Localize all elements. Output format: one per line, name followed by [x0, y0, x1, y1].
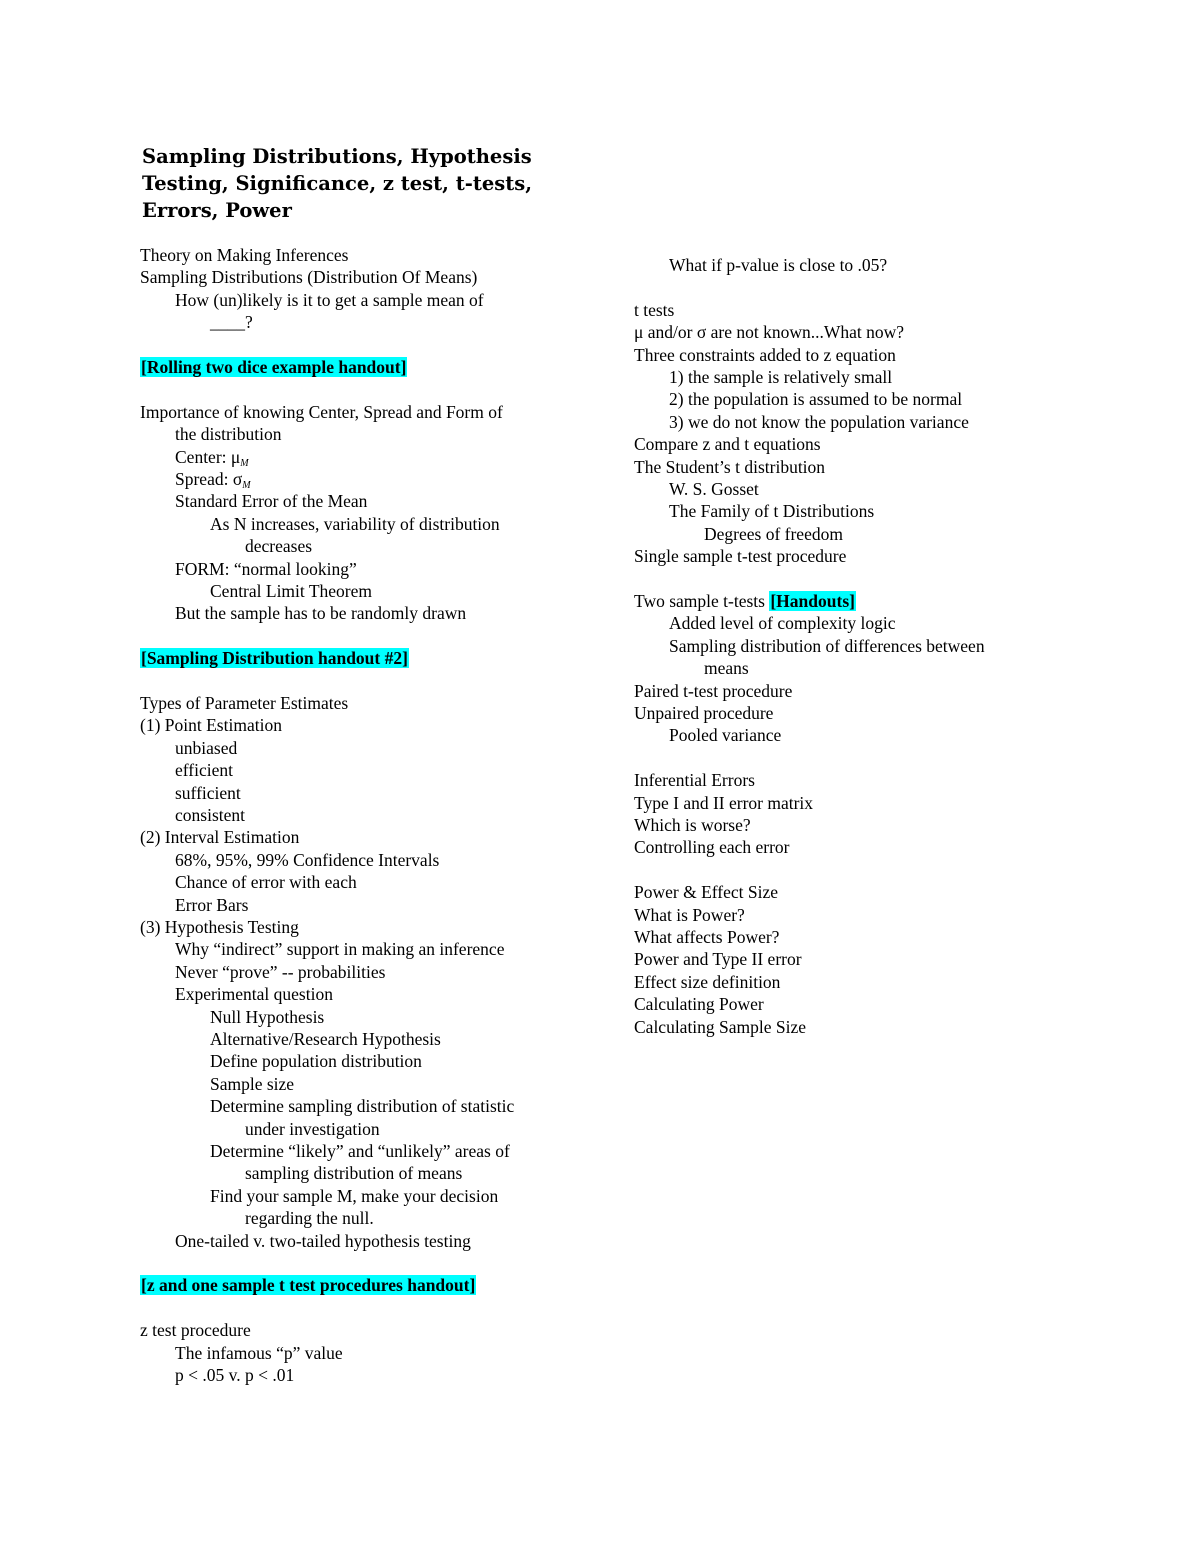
outline-item-text: FORM: “normal looking”	[175, 558, 357, 579]
outline-item-text: μ and/or σ are not known...What now?	[634, 322, 905, 343]
outline-item	[669, 388, 962, 410]
outline-item-text: What is Power?	[634, 904, 745, 925]
outline-item-text: 2) the population is assumed to be normal	[669, 389, 963, 410]
handout-highlight: [Sampling Distribution handout #2]	[141, 648, 408, 669]
outline-item-text: (1) Point Estimation	[140, 715, 282, 736]
outline-item-text: What affects Power?	[634, 927, 780, 947]
outline-item	[140, 1319, 251, 1341]
outline-item	[669, 612, 895, 634]
outline-item-text: z test procedure	[140, 1320, 251, 1341]
outline-item	[245, 1118, 380, 1140]
outline-item	[175, 1230, 471, 1252]
outline-item-text: Unpaired procedure	[634, 703, 774, 723]
outline-item	[210, 1006, 324, 1028]
outline-item-text: As N increases, variability of distribution	[210, 513, 500, 534]
subscript: M	[240, 457, 249, 469]
outline-item-text: decreases	[245, 536, 313, 557]
outline-item-text: Paired t-test procedure	[634, 680, 793, 701]
outline-item-text: Theory on Making Inferences	[140, 245, 349, 265]
outline-item-text: Standard Error of the Mean	[175, 491, 368, 512]
outline-item	[634, 769, 755, 791]
outline-item-text: Determine sampling distribution of statistic	[210, 1096, 515, 1117]
outline-item-text: 68%, 95%, 99% Confidence Intervals	[175, 849, 440, 870]
outline-item	[634, 299, 674, 321]
outline-item	[140, 266, 477, 288]
outline-item	[669, 724, 781, 746]
outline-item-text: Alternative/Research Hypothesis	[210, 1029, 441, 1049]
outline-item	[210, 580, 372, 602]
outline-item-text: Define population distribution	[210, 1051, 422, 1072]
outline-item	[634, 948, 802, 970]
outline-item-text: unbiased	[175, 737, 238, 758]
outline-item	[634, 792, 813, 814]
outline-item-text: Center: μ	[175, 446, 241, 467]
outline-item-text: sampling distribution of means	[245, 1163, 463, 1184]
outline-item	[669, 635, 985, 657]
outline-item	[245, 1207, 374, 1229]
outline-item-text: Controlling each error	[634, 837, 790, 858]
outline-item	[175, 1342, 343, 1364]
outline-item-text: efficient	[175, 760, 233, 781]
outline-item-text: Which is worse?	[634, 815, 751, 835]
handout-reference	[140, 1274, 476, 1296]
outline-item	[634, 545, 846, 567]
outline-item-text: Null Hypothesis	[210, 1006, 325, 1027]
outline-item-text: (2) Interval Estimation	[140, 827, 300, 848]
outline-item-text: Types of Parameter Estimates	[140, 693, 349, 713]
outline-item-text: Power & Effect Size	[634, 882, 779, 903]
outline-item	[634, 881, 778, 903]
outline-item-text: Sampling distribution of differences between	[669, 635, 985, 656]
outline-item-text: Calculating Power	[634, 994, 764, 1015]
handout-highlight: [Handouts]	[770, 591, 855, 611]
outline-item	[634, 993, 764, 1015]
outline-item	[140, 401, 503, 423]
outline-item-text: consistent	[175, 805, 245, 825]
outline-item-text: Type I and II error matrix	[634, 792, 814, 813]
outline-item	[175, 938, 504, 960]
outline-item	[634, 680, 792, 702]
outline-item-text: Experimental question	[175, 984, 333, 1005]
outline-item	[175, 871, 357, 893]
outline-item-text: Three constraints added to z equation	[634, 344, 896, 365]
outline-item-text: Find your sample M, make your decision	[210, 1185, 499, 1206]
outline-item	[175, 490, 367, 512]
outline-item	[175, 804, 245, 826]
outline-item	[210, 1140, 510, 1162]
outline-item	[634, 321, 904, 343]
outline-item-text: What if p-value is close to .05?	[669, 255, 888, 275]
outline-item-text: The Student’s t distribution	[634, 456, 826, 477]
outline-item-text: means	[704, 658, 749, 679]
outline-item-text: W. S. Gosset	[669, 479, 759, 499]
outline-item	[704, 657, 749, 679]
outline-item	[175, 1364, 294, 1386]
outline-item	[669, 478, 759, 500]
outline-item	[704, 523, 843, 545]
handout-highlight: [Rolling two dice example handout]	[141, 357, 407, 377]
outline-item-text: Spread: σ	[175, 469, 243, 489]
outline-item	[210, 1028, 441, 1050]
outline-item-text: the distribution	[175, 424, 282, 445]
outline-item	[245, 1162, 462, 1184]
outline-item-text: One-tailed v. two-tailed hypothesis testing	[175, 1230, 471, 1251]
outline-item	[634, 926, 779, 948]
outline-item	[669, 500, 874, 522]
outline-item	[210, 1185, 498, 1207]
outline-item	[140, 826, 299, 848]
outline-item-text: t tests	[634, 299, 675, 320]
outline-item-text: Calculating Sample Size	[634, 1016, 807, 1037]
outline-item-text: Never “prove” -- probabilities	[175, 961, 386, 982]
outline-item-text: Sampling Distributions (Distribution Of Means)	[140, 267, 478, 288]
outline-item	[634, 433, 821, 455]
outline-item-text: Two sample t-tests	[634, 591, 770, 611]
outline-item-text: ____?	[210, 312, 253, 333]
outline-item	[634, 590, 856, 612]
outline-item	[175, 759, 233, 781]
handout-highlight: [z and one sample t test procedures handout]	[141, 1275, 476, 1296]
outline-item	[175, 961, 385, 983]
outline-item-text: But the sample has to be randomly drawn	[175, 603, 467, 624]
outline-item	[669, 254, 887, 276]
outline-item	[175, 782, 241, 804]
outline-item	[245, 535, 312, 557]
outline-item	[140, 916, 299, 938]
document-title	[142, 143, 582, 224]
outline-item-text: 1) the sample is relatively small	[669, 367, 893, 387]
subscript: M	[242, 480, 251, 491]
outline-item-text: (3) Hypothesis Testing	[140, 917, 299, 937]
outline-item-text: Sample size	[210, 1073, 295, 1094]
outline-item-text: Power and Type II error	[634, 949, 802, 970]
outline-item	[210, 513, 500, 535]
outline-item	[634, 702, 773, 724]
outline-item	[175, 737, 237, 759]
outline-item	[634, 344, 896, 366]
outline-item-text: p < .05 v. p < .01	[175, 1365, 295, 1385]
outline-item	[634, 971, 780, 993]
outline-item-text: The infamous “p” value	[175, 1342, 343, 1363]
outline-item	[140, 692, 348, 714]
outline-item-text: Compare z and t equations	[634, 434, 821, 455]
outline-item	[210, 1095, 514, 1117]
outline-item	[634, 836, 790, 858]
outline-item-text: Single sample t-test procedure	[634, 546, 847, 567]
outline-item-text: Why “indirect” support in making an inference	[175, 939, 505, 960]
outline-item-text: 3) we do not know the population variance	[669, 411, 969, 432]
outline-item-text: Inferential Errors	[634, 770, 755, 791]
outline-item	[669, 366, 892, 388]
outline-item	[140, 714, 282, 736]
outline-item-text: regarding the null.	[245, 1208, 374, 1229]
outline-item-text: sufficient	[175, 782, 241, 803]
outline-item	[175, 289, 484, 311]
outline-item	[210, 1073, 294, 1095]
outline-item	[210, 311, 253, 333]
outline-item	[634, 1016, 806, 1038]
outline-item-text: How (un)likely is it to get a sample mean of	[175, 289, 484, 310]
outline-item-text: The Family of t Distributions	[669, 501, 875, 522]
outline-item	[175, 894, 248, 916]
outline-item-text: Added level of complexity logic	[669, 613, 896, 634]
outline-item	[175, 423, 281, 445]
outline-item-text: Importance of knowing Center, Spread and Form of	[140, 401, 503, 422]
handout-reference	[140, 356, 407, 378]
outline-item	[175, 983, 333, 1005]
outline-item-text: Central Limit Theorem	[210, 581, 372, 601]
title-line: Testing, Significance, z test, t-tests,	[142, 172, 532, 195]
outline-item	[175, 849, 439, 871]
title-line: Sampling Distributions, Hypothesis	[142, 145, 532, 168]
outline-item	[634, 904, 745, 926]
outline-item	[634, 456, 825, 478]
title-line: Errors, Power	[142, 199, 292, 222]
outline-item-text: under investigation	[245, 1118, 380, 1139]
outline-item	[210, 1050, 422, 1072]
outline-item-text: Chance of error with each	[175, 872, 357, 893]
outline-item	[175, 602, 466, 624]
outline-item	[140, 244, 348, 266]
outline-item-text: Effect size definition	[634, 971, 781, 992]
outline-item-text: Determine “likely” and “unlikely” areas of	[210, 1141, 510, 1161]
outline-item	[175, 558, 357, 580]
outline-item-text: Pooled variance	[669, 725, 782, 746]
outline-item	[634, 814, 751, 836]
handout-reference	[140, 647, 409, 669]
outline-item-text: Degrees of freedom	[704, 523, 843, 544]
outline-item-text: Error Bars	[175, 894, 249, 915]
outline-item	[669, 411, 969, 433]
